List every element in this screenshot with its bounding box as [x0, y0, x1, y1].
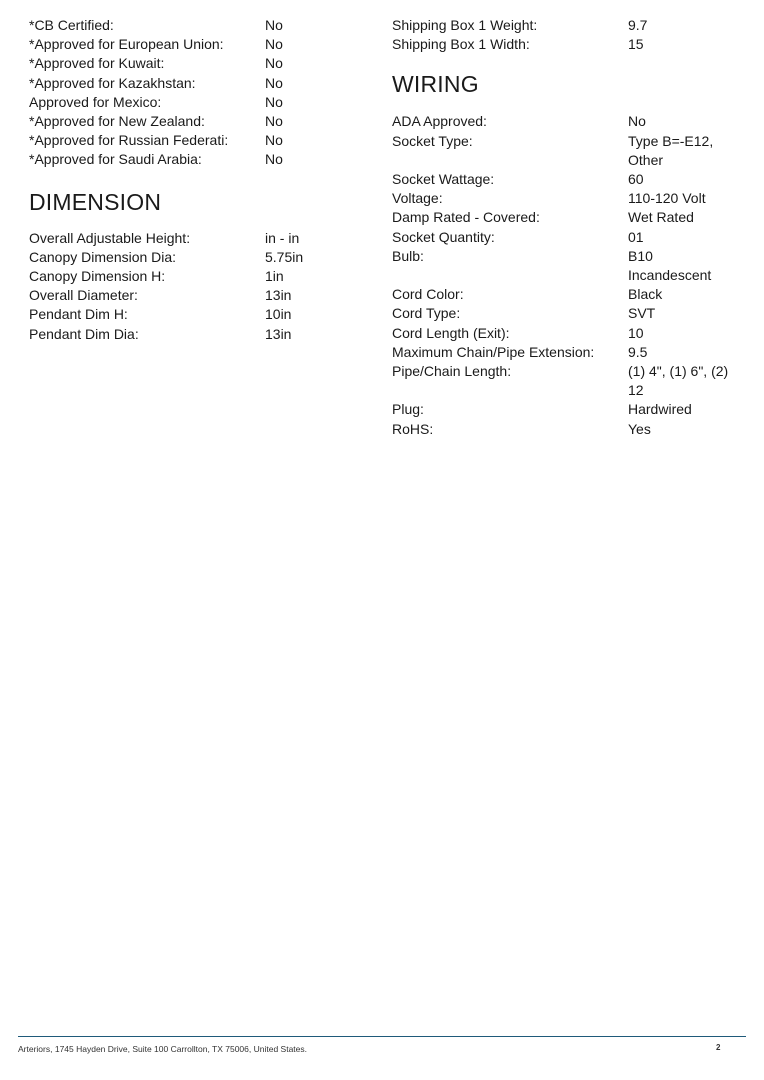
spec-label: Plug:	[392, 401, 424, 418]
footer-address: Arteriors, 1745 Hayden Drive, Suite 100 Carrollton, TX 75006, United States.	[18, 1044, 307, 1054]
spec-label: ADA Approved:	[392, 113, 487, 130]
spec-row	[29, 35, 369, 54]
spec-row	[29, 74, 369, 93]
spec-value: No	[265, 132, 283, 149]
spec-value: B10 Incandescent	[628, 247, 712, 284]
spec-row	[29, 93, 369, 112]
spec-row	[392, 362, 747, 400]
spec-value: in - in	[265, 229, 300, 246]
spec-label: *Approved for New Zealand:	[29, 113, 205, 130]
spec-row	[392, 247, 747, 285]
spec-value: 13in	[265, 287, 292, 304]
spec-label: *Approved for Kazakhstan:	[29, 74, 196, 91]
spec-label: Pendant Dim H:	[29, 306, 128, 323]
spec-value: SVT	[628, 305, 656, 322]
spec-row	[29, 131, 369, 150]
spec-row	[392, 35, 747, 54]
spec-row	[392, 112, 747, 131]
spec-label: *Approved for European Union:	[29, 36, 224, 53]
spec-row	[29, 305, 369, 324]
page-number: 2	[716, 1043, 721, 1052]
spec-value: No	[265, 93, 283, 110]
spec-value: 01	[628, 228, 644, 245]
spec-label: Cord Type:	[392, 305, 461, 322]
spec-value: 10	[628, 324, 644, 341]
footer-divider	[18, 1036, 746, 1037]
spec-row	[392, 16, 747, 35]
spec-row	[392, 304, 747, 323]
spec-label: Cord Length (Exit):	[392, 324, 510, 341]
spec-row	[392, 228, 747, 247]
spec-label: *CB Certified:	[29, 17, 114, 33]
spec-value: Type B=-E12, Other	[628, 132, 714, 168]
spec-label: Canopy Dimension Dia:	[29, 248, 177, 265]
left-column	[29, 16, 369, 344]
spec-label: Damp Rated - Covered:	[392, 209, 540, 226]
spec-label: *Approved for Kuwait:	[29, 55, 165, 72]
spec-row	[29, 16, 369, 35]
spec-value: No	[265, 36, 283, 53]
spec-row	[29, 112, 369, 131]
spec-label: Bulb:	[392, 247, 424, 264]
dimension-list	[29, 229, 369, 344]
spec-value: No	[265, 17, 283, 33]
spec-label: Voltage:	[392, 190, 443, 207]
spec-value: (1) 4", (1) 6", (2) 12	[628, 363, 729, 399]
spec-row	[29, 267, 369, 286]
spec-value: Hardwired	[628, 401, 692, 418]
spec-label: Socket Quantity:	[392, 228, 495, 245]
spec-label: *Approved for Saudi Arabia:	[29, 151, 202, 168]
spec-value: 110-120 Volt	[628, 190, 706, 207]
spec-row	[392, 343, 747, 362]
spec-value: 5.75in	[265, 248, 304, 265]
approvals-list	[29, 16, 369, 170]
spec-label: Maximum Chain/Pipe Extension:	[392, 343, 595, 360]
spec-value: 60	[628, 171, 644, 188]
spec-row	[29, 54, 369, 73]
spec-value: Wet Rated	[628, 209, 694, 226]
spec-row	[392, 132, 747, 170]
spec-label: *Approved for Russian Federati:	[29, 132, 229, 149]
spec-value: 10in	[265, 306, 292, 323]
right-column	[392, 16, 747, 439]
spec-row	[29, 229, 369, 248]
spec-value: No	[265, 151, 283, 168]
spec-value: 9.7	[628, 17, 648, 33]
spec-label: Shipping Box 1 Weight:	[392, 17, 538, 33]
spec-value: No	[265, 74, 283, 91]
spec-label: Socket Type:	[392, 132, 473, 149]
spec-row	[29, 150, 369, 169]
spec-label: Socket Wattage:	[392, 171, 495, 188]
spec-row	[392, 208, 747, 227]
spec-label: Pipe/Chain Length:	[392, 363, 512, 380]
shipping-list	[392, 16, 747, 54]
spec-value: Black	[628, 286, 663, 303]
spec-label: Canopy Dimension H:	[29, 268, 166, 285]
spec-row	[392, 189, 747, 208]
spec-value: Yes	[628, 420, 651, 437]
spec-label: Cord Color:	[392, 286, 464, 303]
spec-value: No	[265, 113, 283, 130]
spec-label: Approved for Mexico:	[29, 93, 162, 110]
spec-row	[392, 324, 747, 343]
spec-label: RoHS:	[392, 420, 434, 437]
spec-label: Pendant Dim Dia:	[29, 325, 139, 342]
spec-row	[392, 420, 747, 439]
spec-row	[29, 325, 369, 344]
wiring-section-title: WIRING	[392, 71, 479, 98]
spec-value: 13in	[265, 325, 292, 342]
spec-label: Overall Adjustable Height:	[29, 229, 191, 246]
dimension-section-title: DIMENSION	[29, 188, 162, 215]
spec-label: Shipping Box 1 Width:	[392, 36, 530, 53]
spec-value: No	[628, 113, 646, 130]
spec-value: 15	[628, 36, 644, 53]
spec-value: 9.5	[628, 343, 648, 360]
spec-row	[392, 285, 747, 304]
spec-row	[29, 286, 369, 305]
spec-row	[392, 400, 747, 419]
spec-row	[29, 248, 369, 267]
wiring-list	[392, 112, 747, 438]
spec-value: No	[265, 55, 283, 72]
spec-value: 1in	[265, 268, 284, 285]
spec-row	[392, 170, 747, 189]
spec-label: Overall Diameter:	[29, 287, 138, 304]
